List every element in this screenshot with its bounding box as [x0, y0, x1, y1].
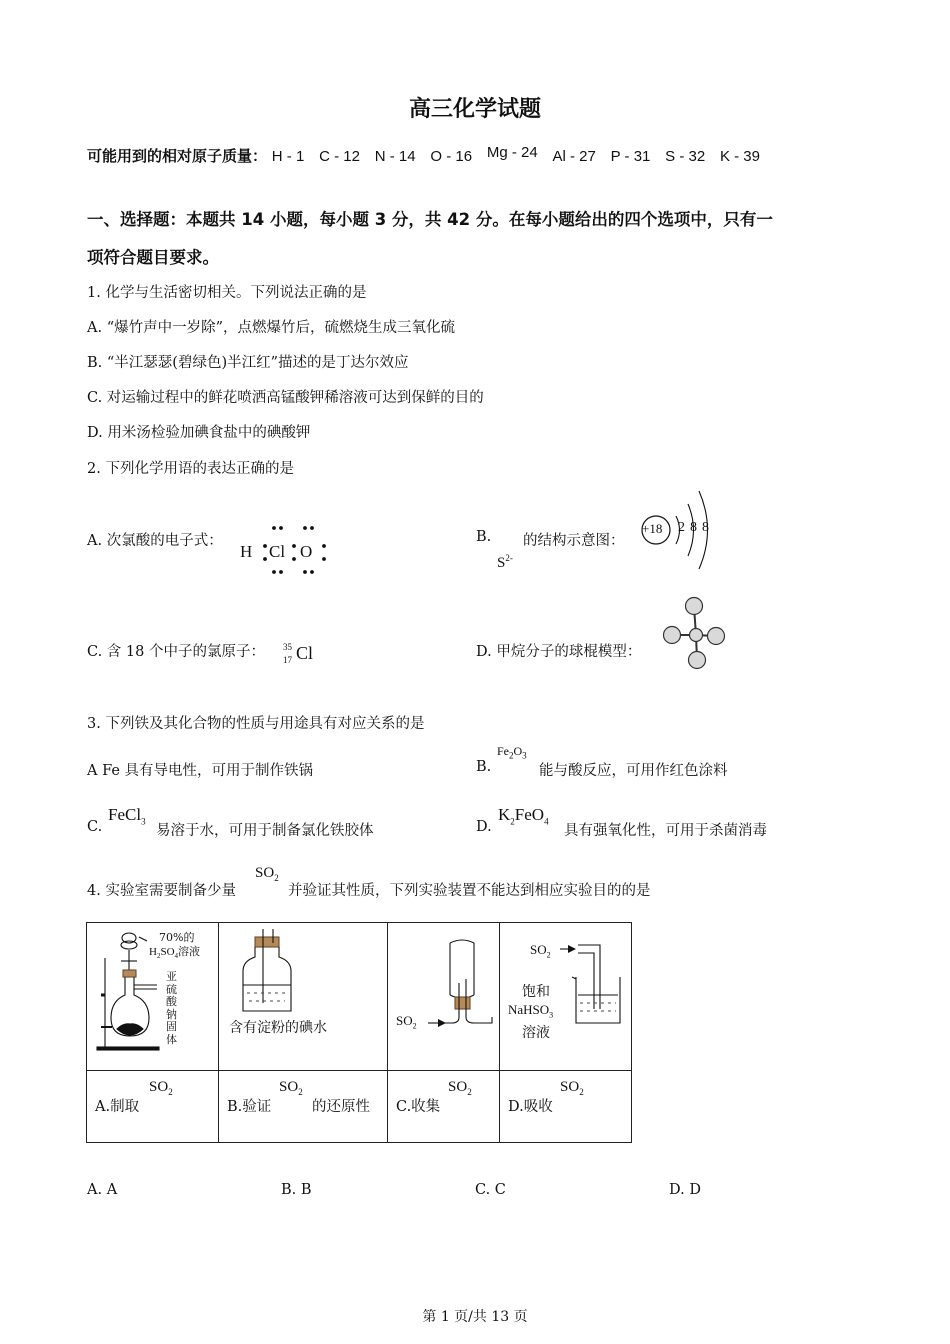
- mass-o: O - 16: [430, 148, 473, 165]
- acid-h: H: [149, 946, 157, 958]
- cap-c-so: SO: [448, 1079, 468, 1095]
- mass-mg: Mg - 24: [486, 144, 538, 161]
- fe2o3-fe: Fe: [497, 744, 509, 758]
- cap-a-so: SO: [149, 1079, 169, 1095]
- mass-al: Al - 27: [552, 148, 596, 165]
- apparatus-d-gas: [530, 942, 551, 960]
- solution-label: 溶液: [522, 1025, 550, 1041]
- q3-option-b-text: 能与酸反应，可用作红色涂料: [539, 763, 728, 779]
- q4-so2: [255, 865, 279, 883]
- mass-k: K - 39: [719, 148, 760, 165]
- section-heading-line2: 项符合题目要求。: [87, 248, 219, 267]
- cap-c-2: 2: [467, 1087, 472, 1097]
- nucleus-charge: +18: [642, 521, 663, 536]
- acid-so: SO: [160, 946, 175, 958]
- caption-a-cell: [87, 1071, 219, 1143]
- sulfide-ion: [497, 553, 513, 572]
- q3-option-c-text: 易溶于水，可用于制备氯化铁胶体: [156, 823, 374, 839]
- q1-option-b: B. “半江瑟瑟(碧绿色)半江红”描述的是丁达尔效应: [87, 355, 409, 371]
- shell-2: 8: [690, 520, 697, 535]
- mass-s: S - 32: [665, 148, 706, 165]
- q2-option-b-prefix: B.: [476, 529, 492, 545]
- fecl3-fecl: FeCl: [108, 805, 142, 824]
- cap-d-so: SO: [560, 1079, 580, 1095]
- mass-c: C - 12: [319, 148, 360, 165]
- solid-char-4: 钠: [166, 1007, 177, 1021]
- fe2o3-3: 3: [522, 750, 527, 761]
- atomic-mass-line: [87, 145, 770, 166]
- cap-b-2: 2: [298, 1087, 303, 1097]
- q4-stem-a: 4. 实验室需要制备少量: [87, 883, 236, 899]
- nahso3-main: NaHSO: [508, 1002, 550, 1017]
- q3-a-prefix: A Fe: [87, 763, 120, 779]
- q4-so2-sub: 2: [274, 873, 279, 883]
- caption-b-cell: [219, 1071, 388, 1143]
- cap-a-2: 2: [168, 1087, 173, 1097]
- page-footer: 第 1 页/共 13 页: [422, 1309, 528, 1325]
- q4-choice-b[interactable]: B. B: [281, 1182, 312, 1198]
- k2feo4-k: K: [498, 805, 511, 824]
- caption-b-suffix: 的还原性: [312, 1099, 370, 1115]
- k2feo4-2: 2: [510, 816, 515, 827]
- q3-option-b-prefix: B.: [476, 759, 492, 775]
- caption-b-so2: [279, 1079, 303, 1097]
- q2-option-b-text: 的结构示意图：: [523, 533, 625, 549]
- saturated-label: 饱和: [522, 984, 550, 1000]
- isotope-symbol: Cl: [296, 643, 314, 663]
- caption-d-cell: [500, 1071, 632, 1143]
- nahso3-formula: [508, 1002, 553, 1020]
- mass-p: P - 31: [610, 148, 651, 165]
- q1-stem: 1. 化学与生活密切相关。下列说法正确的是: [87, 285, 367, 301]
- acid-4: 4: [174, 952, 179, 961]
- acid-formula: [149, 943, 200, 960]
- apparatus-c-gas: [396, 1013, 417, 1031]
- hclo-o: O: [300, 542, 313, 561]
- caption-d-so2: [560, 1079, 584, 1097]
- sulfide-structure-diagram: [636, 483, 716, 579]
- q3-a-text: 具有导电性，可用于制作铁锅: [119, 763, 314, 779]
- solid-char-2: 硫: [166, 982, 177, 996]
- acid-solution: 溶液: [178, 946, 201, 958]
- solid-label: [166, 971, 178, 1046]
- c-gas-so: SO: [396, 1013, 413, 1028]
- isotope-number: 17: [283, 655, 292, 665]
- solid-char-3: 酸: [166, 995, 177, 1008]
- apparatus-d: [500, 923, 632, 1071]
- d-gas-2: 2: [546, 950, 551, 960]
- fe2o3-o: O: [513, 744, 523, 758]
- k2feo4-formula: [498, 805, 549, 826]
- caption-a: A.制取: [95, 1099, 140, 1115]
- q2-option-d: D. 甲烷分子的球棍模型：: [476, 644, 642, 660]
- caption-c-so2: [448, 1079, 472, 1097]
- atomic-mass-label: 可能用到的相对原子质量：: [87, 147, 268, 165]
- q3-option-c-prefix: C.: [87, 819, 103, 835]
- shell-3: 8: [702, 520, 709, 535]
- q4-stem-b: 并验证其性质，下列实验装置不能达到相应实验目的的是: [288, 883, 651, 899]
- isotope-mass: 35: [283, 642, 292, 652]
- acid-pct: 70%的: [159, 931, 195, 944]
- cap-d-2: 2: [579, 1087, 584, 1097]
- apparatus-b: [219, 923, 388, 1071]
- q4-choice-a[interactable]: A. A: [87, 1182, 118, 1198]
- q4-so: SO: [255, 865, 275, 881]
- q1-option-a: A. “爆竹声中一岁除”，点燃爆竹后，硫燃烧生成三氧化硫: [87, 320, 456, 336]
- sulfide-symbol: S: [497, 555, 506, 571]
- q4-choice-d[interactable]: D. D: [669, 1182, 701, 1198]
- fecl3-formula: [108, 805, 146, 826]
- q2-option-a: A. 次氯酸的电子式：: [87, 533, 223, 549]
- caption-c-cell: [388, 1071, 500, 1143]
- q3-option-a: [87, 759, 313, 780]
- k2feo4-4: 4: [544, 816, 549, 827]
- q2-stem: 2. 下列化学用语的表达正确的是: [87, 461, 294, 477]
- fe2o3-2: 2: [509, 750, 514, 761]
- apparatus-a: [87, 923, 219, 1071]
- page-title: 高三化学试题: [408, 97, 541, 122]
- solid-char-5: 固: [166, 1020, 177, 1033]
- solid-char-1: 亚: [166, 970, 177, 983]
- q3-option-d-prefix: D.: [476, 819, 492, 835]
- methane-ball-stick-model: [660, 596, 730, 676]
- apparatus-c: [388, 923, 500, 1071]
- d-gas-so: SO: [530, 942, 547, 957]
- q2-option-c: C. 含 18 个中子的氯原子：: [87, 644, 265, 660]
- iodine-water-label: 含有淀粉的碘水: [229, 1020, 327, 1036]
- fe2o3-formula: [497, 744, 527, 760]
- q1-option-d: D. 用米汤检验加碘食盐中的碘酸钾: [87, 425, 311, 441]
- shell-1: 2: [678, 520, 685, 535]
- caption-c: C.收集: [396, 1099, 441, 1115]
- caption-a-so2: [149, 1079, 173, 1097]
- mass-n: N - 14: [374, 148, 416, 165]
- cap-b-so: SO: [279, 1079, 299, 1095]
- acid-2: 2: [156, 952, 161, 961]
- section-heading-line1: 一、选择题：本题共 14 小题，每小题 3 分，共 42 分。在每小题给出的四个选项中，只有一: [87, 210, 773, 229]
- chlorine-isotope: [283, 640, 323, 670]
- mass-h: H - 1: [271, 148, 305, 165]
- fecl3-3: 3: [141, 816, 146, 827]
- q3-stem: 3. 下列铁及其化合物的性质与用途具有对应关系的是: [87, 716, 425, 732]
- q3-option-d-text: 具有强氧化性，可用于杀菌消毒: [564, 823, 767, 839]
- hclo-h: H: [240, 542, 253, 561]
- nahso3-3: 3: [549, 1010, 554, 1020]
- k2feo4-feo: FeO: [514, 805, 545, 824]
- sulfide-charge: 2-: [505, 553, 513, 563]
- c-gas-2: 2: [412, 1021, 417, 1031]
- caption-b: B.验证: [227, 1099, 272, 1115]
- apparatus-table: [86, 922, 632, 1143]
- solid-char-6: 体: [166, 1032, 177, 1046]
- q4-choice-c[interactable]: C. C: [475, 1182, 506, 1198]
- caption-d: D.吸收: [508, 1099, 553, 1115]
- q1-option-c: C. 对运输过程中的鲜花喷洒高锰酸钾稀溶液可达到保鲜的目的: [87, 390, 484, 406]
- hclo-cl: Cl: [269, 542, 286, 561]
